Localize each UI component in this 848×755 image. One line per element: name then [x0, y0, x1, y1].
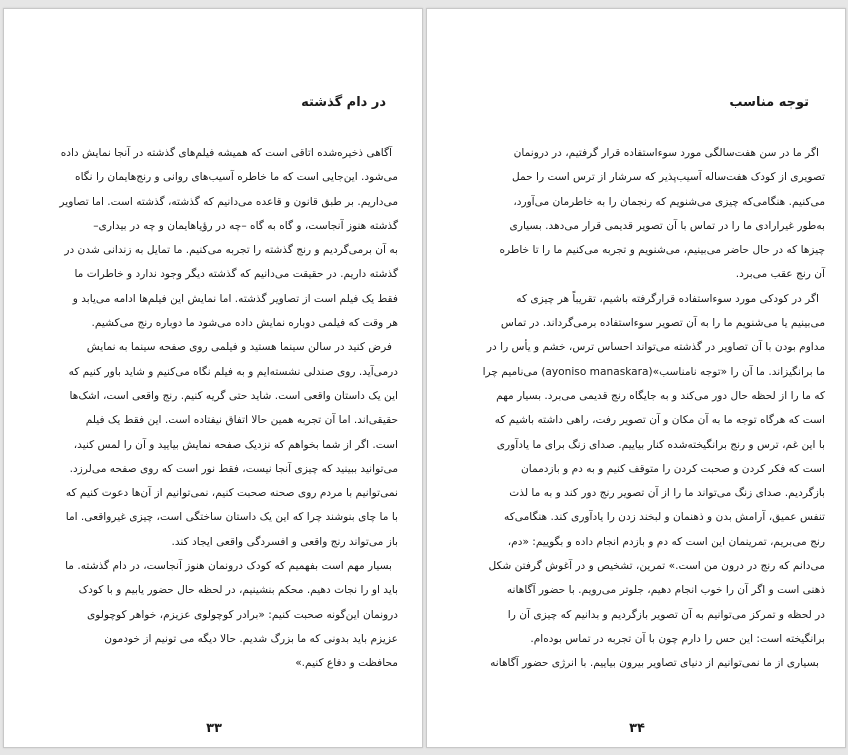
text-line: است. اگر از شما بخواهم که نزدیک صفحه نمایش بیایید و آن را لمس کنید،: [73, 438, 398, 451]
chapter-heading: توجه مناسب: [729, 95, 809, 110]
chapter-heading: در دام گذشته: [301, 95, 386, 110]
text-line: حقیقی‌اند. اما آن تجربه همین حالا اتفاق نیفتاده است. این فقط یک فیلم: [85, 414, 398, 427]
text-line: چیزها که در حال حاضر می‌بینیم، می‌شنویم و تجربه می‌کنیم ما را تا خاطره: [499, 244, 825, 257]
text-line: درونمان این‌گونه صحبت کنیم: «برادر کوچولوی عزیزم، خواهر کوچولوی: [86, 608, 398, 621]
text-line: این یک داستان واقعی است. شاید حتی گریه کنیم. رنج واقعی است، اشک‌ها: [69, 389, 398, 402]
text-line: با این غم، ترس و رنج برانگیخته‌شده کنار بیاییم. صدای زنگ برای ما یادآوری: [496, 438, 825, 451]
text-line: فقط یک فیلم است از تصاویر گذشته. اما نمایش این فیلم‌ها ادامه می‌یابد و: [72, 292, 398, 305]
text-line: اگر ما در سن هفت‌سالگی مورد سوءاستفاده قرار گرفتیم، در درونمان: [513, 147, 819, 159]
text-line: درمی‌آید. روی صندلی نشسته‌ایم و به فیلم نگاه می‌کنیم و شاید باور کنیم که: [68, 365, 398, 378]
text-line: تنفس عمیق، آرامش بدن و ذهنمان و لبخند زدن را یادآوری کند. هنگامی‌که: [504, 511, 825, 524]
text-line: می‌دانم که رنج در درون من است.» تمرین، تشخیص و در آغوش گرفتن شکل: [488, 560, 825, 573]
page-number: ۳۴: [629, 721, 645, 736]
text-line: مداوم بودن با آن تصاویر در گذشته می‌تواند احساس ترس، خشم و یأس را در: [486, 341, 825, 354]
text-line: می‌داریم. بر طبق قانون و قاعده می‌دانیم که گذشته، گذشته است. اما تصاویر: [59, 195, 398, 208]
text-line: است که فکر کردن و صحبت کردن را متوقف کنیم و به دم و بازدممان: [520, 462, 825, 475]
text-line: بسیار مهم است بفهمیم که کودک درونمان هنوز آنجاست، در دام گذشته. ما: [65, 560, 392, 573]
book-page-right: [426, 8, 846, 748]
text-line: برانگیخته است: این حس را دارم چون با آن تجربه در تماس بوده‌ام.: [530, 632, 825, 645]
text-line: می‌کنیم. هنگامی‌که چیزی می‌شنویم که رنجمان را به خاطرمان می‌آورد،: [513, 195, 825, 208]
text-line: نمی‌توانیم با مردم روی صحنه صحبت کنیم، نمی‌توانیم از آن‌ها دعوت کنیم که: [65, 487, 398, 500]
page-body-text: [26, 141, 398, 676]
text-line: هر وقت که فیلمی دوباره نمایش داده می‌شود ما دوباره رنج می‌کشیم.: [91, 317, 398, 330]
page-body-text: [453, 141, 825, 676]
text-line: ذهنی است و اگر آن را خوب انجام دهیم، جلوتر می‌رویم. با حضور آگاهانه: [506, 584, 825, 597]
text-line: در لحظه و تمرکز می‌توانیم به آن تصویر بازگردیم و بدانیم که چیزی آن را: [507, 608, 825, 621]
text-line: گذشته هنوز آنجاست، و گاه به گاه –چه در رؤیاهایمان و چه در بیداری–: [93, 219, 398, 232]
text-line: رنج می‌بریم، تمرینمان این است که دم و بازدم انجام داده و بگوییم: «دم،: [507, 535, 825, 548]
text-line: به آن برمی‌گردیم و رنج گذشته را تجربه می‌کنیم. ما تمایل به زندانی شدن در: [64, 244, 398, 257]
text-line: تصویری از کودک هفت‌ساله آسیب‌پذیر که سرشار از ترس است را حمل: [511, 171, 825, 184]
text-line: گذشته داریم. در حقیقت می‌دانیم که گذشته دیگر وجود ندارد و خاطرات ما: [74, 268, 398, 281]
text-line: آگاهی ذخیره‌شده اتاقی است که همیشه فیلم‌های گذشته در آنجا نمایش داده: [60, 147, 392, 159]
text-line: به‌طور غیرارادی ما را در تماس با آن تصویر قدیمی قرار می‌دهد. بسیاری: [509, 219, 825, 232]
text-line: است که هرگاه توجه ما به آن مکان و آن تصویر رفت، راهی داشته باشیم که: [494, 414, 825, 427]
text-line: آن رنج عقب می‌برد.: [735, 268, 825, 281]
text-line: می‌بینیم یا می‌شنویم ما را به آن تصویر سوءاستفاده برمی‌گرداند. در تماس: [500, 317, 825, 330]
text-line: باز می‌تواند رنج واقعی و افسردگی واقعی ایجاد کند.: [171, 535, 398, 548]
book-page-left: [3, 8, 423, 748]
text-line: ما برانگیزاند. ما آن را «توجه نامناسب»(ayoniso manaskara) می‌نامیم چرا: [482, 365, 825, 378]
text-line: با ما چای بنوشند چرا که این یک داستان ساختگی است، چیزی غیرواقعی. اما: [65, 511, 398, 524]
text-line: می‌توانید ببینید که چیزی آنجا نیست، فقط نور است که روی صفحه می‌لرزد.: [69, 462, 398, 475]
text-line: عزیزم باید بدونی که ما بزرگ شدیم. حالا دیگه می تونیم از خودمون: [104, 632, 398, 645]
page-number: ۳۳: [206, 721, 222, 736]
text-line: می‌شود. این‌جایی است که ما خاطره آسیب‌های روانی و رنج‌هایمان را نگاه: [75, 171, 398, 184]
text-line: باید او را نجات دهیم. محکم بنشینیم، در لحظه حال حضور یابیم و با کودک: [78, 584, 398, 597]
text-line: فرض کنید در سالن سینما هستید و فیلمی روی صفحه سینما به نمایش: [86, 341, 392, 354]
text-line: محافظت و دفاع کنیم.»: [295, 657, 398, 670]
text-line: بازگردیم. صدای زنگ می‌تواند ما را از آن تصویر رنج دور کند و به ما لذت: [509, 487, 825, 500]
text-line: بسیاری از ما نمی‌توانیم از دنیای تصاویر بیرون بیاییم. با انرژی حضور آگاهانه: [490, 657, 819, 670]
text-line: اگر در کودکی مورد سوءاستفاده قرارگرفته باشیم، تقریباً هر چیزی که: [516, 292, 819, 305]
text-line: که ما را از لحظه حال دور می‌کند و به جایگاه رنج قدیمی می‌برد. بسیار مهم: [496, 389, 825, 402]
